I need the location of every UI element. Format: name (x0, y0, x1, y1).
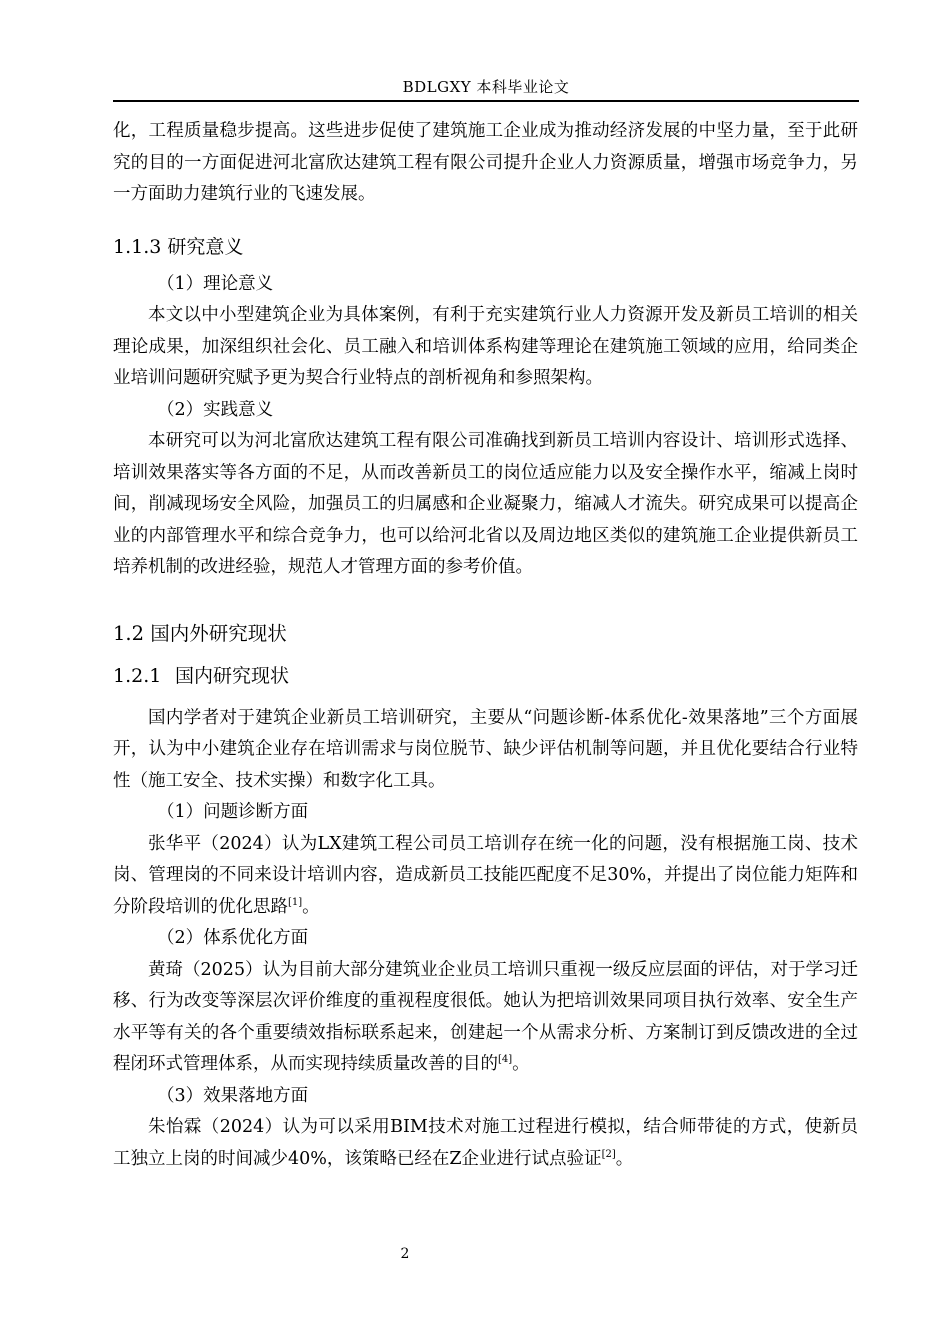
practice-paragraph: 本研究可以为河北富欣达建筑工程有限公司准确找到新员工培训内容设计、培训形式选择、培训效果落实等各方面的不足，从而改善新员工的岗位适应能力以及安全操作水平，缩减上岗时间，削减现场安全风险，加强员工的归属感和企业凝聚力，缩减人才流失。研究成果可以提高企业的内部管理水平和综合竞争力，也可以给河北省以及周边地区类似的建筑施工企业提供新员工培养机制的改进经验，规范人才管理方面的参考价值。 (113, 431, 858, 577)
page-body (113, 116, 858, 1175)
section-number: 1.2.1 (113, 664, 162, 687)
paragraph-text: 黄琦（2025）认为目前大部分建筑业企业员工培训只重视一级反应层面的评估，对于学习迁移、行为改变等深层次评价维度的重视程度很低。她认为把培训效果同项目执行效率、安全生产水平等有关的各个重要绩效指标联系起来，创建起一个从需求分析、方案制订到反馈改进的全过程闭环式管理体系，从而实现持续质量改善的目的 (113, 959, 858, 1074)
page-number: 2 (400, 1246, 410, 1262)
paragraph-end: 。 (302, 896, 320, 917)
effect-landing-label: （3）效果落地方面 (157, 1085, 309, 1106)
section-title: 国内研究现状 (175, 664, 290, 687)
paragraph-text: 朱怡霖（2024）认为可以采用BIM技术对施工过程进行模拟，结合师带徒的方式，使新员工独立上岗的时间减少40%，该策略已经在Z企业进行试点验证 (113, 1117, 858, 1169)
citation: [1] (288, 896, 303, 908)
effect-landing-paragraph (113, 1112, 858, 1175)
section-heading-1-2: 1.2 国内外研究现状 (113, 621, 287, 645)
problem-diagnosis-paragraph (113, 829, 858, 924)
section-heading-1-1-3: 1.1.3 研究意义 (113, 235, 244, 258)
citation: [4] (498, 1054, 513, 1066)
paragraph-text: 张华平（2024）认为LX建筑工程公司员工培训存在统一化的问题，没有根据施工岗、技术岗、管理岗的不同来设计培训内容，造成新员工技能匹配度不足30%，并提出了岗位能力矩阵和分阶段培训的优化思路 (113, 833, 858, 917)
domestic-intro-paragraph: 国内学者对于建筑企业新员工培训研究，主要从“问题诊断-体系优化-效果落地”三个方面展开，认为中小建筑企业存在培训需求与岗位脱节、缺少评估机制等问题，并且优化要结合行业特性（施工安全、技术实操）和数字化工具。 (113, 707, 858, 791)
header-rule (113, 100, 859, 102)
intro-paragraph: 化，工程质量稳步提高。这些进步促使了建筑施工企业成为推动经济发展的中坚力量，至于此研究的目的一方面促进河北富欣达建筑工程有限公司提升企业人力资源质量，增强市场竞争力，另一方面助力建筑行业的飞速发展。 (113, 121, 858, 204)
practice-label: （2）实践意义 (157, 399, 274, 420)
citation: [2] (601, 1148, 616, 1160)
section-heading-1-2-1 (113, 661, 858, 691)
paragraph-end: 。 (512, 1054, 530, 1074)
problem-diagnosis-label: （1）问题诊断方面 (157, 802, 309, 822)
page-header: BDLGXY 本科毕业论文 (402, 78, 570, 96)
system-optimization-paragraph (113, 955, 858, 1081)
system-optimization-label: （2）体系优化方面 (157, 928, 309, 948)
theory-label: （1）理论意义 (157, 273, 274, 294)
theory-paragraph: 本文以中小型建筑企业为具体案例，有利于充实建筑行业人力资源开发及新员工培训的相关理论成果，加深组织社会化、员工融入和培训体系构建等理论在建筑施工领域的应用，给同类企业培训问题研究赋予更为契合行业特点的剖析视角和参照架构。 (113, 305, 858, 388)
paragraph-end: 。 (615, 1148, 634, 1169)
